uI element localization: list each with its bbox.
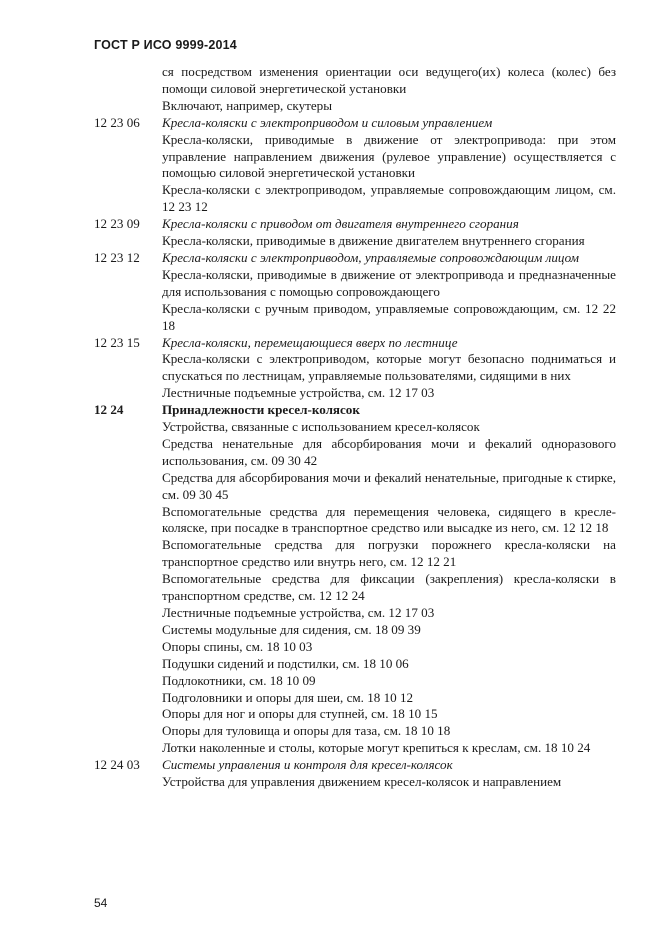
page-number: 54 bbox=[94, 896, 108, 910]
entry-body bbox=[162, 64, 616, 115]
classification-entry bbox=[94, 115, 616, 216]
entry-body bbox=[162, 250, 616, 335]
entry-paragraph: Лестничные подъемные устройства, см. 12 17 03 bbox=[162, 605, 435, 620]
entry-paragraph: Устройства для управления движением кресел-колясок и направлением bbox=[162, 774, 562, 790]
entry-paragraph: Вспомогательные средства для перемещения человека, сидящего в кресле-коляске, при посадке в транспортное средство или высадке из него, см. 12 12 18 bbox=[162, 503, 616, 536]
entry-body bbox=[162, 216, 616, 250]
entry-paragraph: Лотки наколенные и столы, которые могут крепиться к креслам, см. 18 10 24 bbox=[162, 740, 591, 756]
entry-paragraph: Средства ненательные для абсорбирования мочи и фекалий одноразового использования, см. 09 30 42 bbox=[162, 435, 616, 468]
entry-paragraph: Кресла-коляски с ручным приводом, управляемые сопровождающим, см. 12 22 18 bbox=[162, 300, 616, 333]
entry-body bbox=[162, 402, 616, 757]
entry-paragraph: Включают, например, скутеры bbox=[162, 97, 333, 113]
entry-paragraph: Опоры спины, см. 18 10 03 bbox=[162, 638, 313, 654]
classification-code: 12 24 bbox=[94, 402, 124, 418]
entry-paragraph: Подушки сидений и подстилки, см. 18 10 06 bbox=[162, 655, 409, 671]
classification-entry bbox=[94, 402, 616, 757]
entry-title: Кресла-коляски с электроприводом и силовым управлением bbox=[162, 114, 493, 130]
entry-title: Системы управления и контроля для кресел-колясок bbox=[162, 757, 453, 773]
entry-paragraph: Кресла-коляски, приводимые в движение от электропривода и предназначенные для использования с помощью сопровождающего bbox=[162, 266, 616, 299]
classification-code bbox=[94, 64, 162, 115]
entry-body bbox=[162, 757, 616, 791]
entry-paragraph: Вспомогательные средства для фиксации (закрепления) кресла-коляски в транспортном средстве, см. 12 12 24 bbox=[162, 571, 616, 604]
entry-paragraph: Подголовники и опоры для шеи, см. 18 10 12 bbox=[162, 689, 414, 705]
entry-title: Кресла-коляски, перемещающиеся вверх по лестнице bbox=[162, 334, 458, 350]
entry-paragraph: Вспомогательные средства для погрузки порожнего кресла-коляски на транспортное средство или внутрь него, см. 12 12 21 bbox=[162, 537, 616, 570]
entry-paragraph: Опоры для ног и опоры для ступней, см. 18 10 15 bbox=[162, 706, 438, 722]
classification-code: 12 23 12 bbox=[94, 249, 140, 265]
entry-title: Кресла-коляски с приводом от двигателя внутреннего сгорания bbox=[162, 216, 519, 232]
classification-code: 12 23 15 bbox=[94, 334, 140, 350]
classification-code: 12 24 03 bbox=[94, 757, 140, 773]
document-body bbox=[94, 64, 616, 791]
entry-body bbox=[162, 335, 616, 403]
entry-paragraph: Опоры для туловища и опоры для таза, см. 18 10 18 bbox=[162, 723, 451, 739]
classification-entry bbox=[94, 335, 616, 403]
entry-title: Кресла-коляски с электроприводом, управляемые сопровождающим лицом bbox=[162, 249, 579, 265]
page-header: ГОСТ Р ИСО 9999-2014 bbox=[94, 38, 237, 52]
entry-body bbox=[162, 115, 616, 216]
classification-entry bbox=[94, 250, 616, 335]
entry-paragraph: Средства для абсорбирования мочи и фекалий ненательные, пригодные к стирке, см. 09 30 45 bbox=[162, 469, 616, 502]
entry-paragraph: Кресла-коляски, приводимые в движение от электропривода: при этом управление направлением движения (рулевое управление) осуществляется с помощью силовой энергетической установки bbox=[162, 131, 616, 181]
classification-entry bbox=[94, 64, 616, 115]
entry-paragraph: Лестничные подъемные устройства, см. 12 17 03 bbox=[162, 385, 435, 401]
classification-entry bbox=[94, 757, 616, 791]
entry-paragraph: Кресла-коляски с электроприводом, управляемые сопровождающим лицом, см. 12 23 12 bbox=[162, 182, 616, 215]
entry-paragraph: Системы модульные для сидения, см. 18 09 39 bbox=[162, 621, 421, 637]
entry-title: Принадлежности кресел-колясок bbox=[162, 402, 360, 418]
entry-paragraph: Кресла-коляски с электроприводом, которые могут безопасно подниматься и спускаться по лестницам, управляемые пользователями, сидящими в них bbox=[162, 351, 616, 384]
classification-code: 12 23 09 bbox=[94, 216, 140, 232]
classification-entry bbox=[94, 216, 616, 250]
entry-paragraph: ся посредством изменения ориентации оси ведущего(их) колеса (колес) без помощи силовой энергетической установки bbox=[162, 64, 616, 96]
entry-paragraph: Устройства, связанные с использованием кресел-колясок bbox=[162, 419, 480, 435]
entry-paragraph: Подлокотники, см. 18 10 09 bbox=[162, 672, 316, 688]
classification-code: 12 23 06 bbox=[94, 114, 140, 130]
entry-paragraph: Кресла-коляски, приводимые в движение двигателем внутреннего сгорания bbox=[162, 233, 585, 249]
